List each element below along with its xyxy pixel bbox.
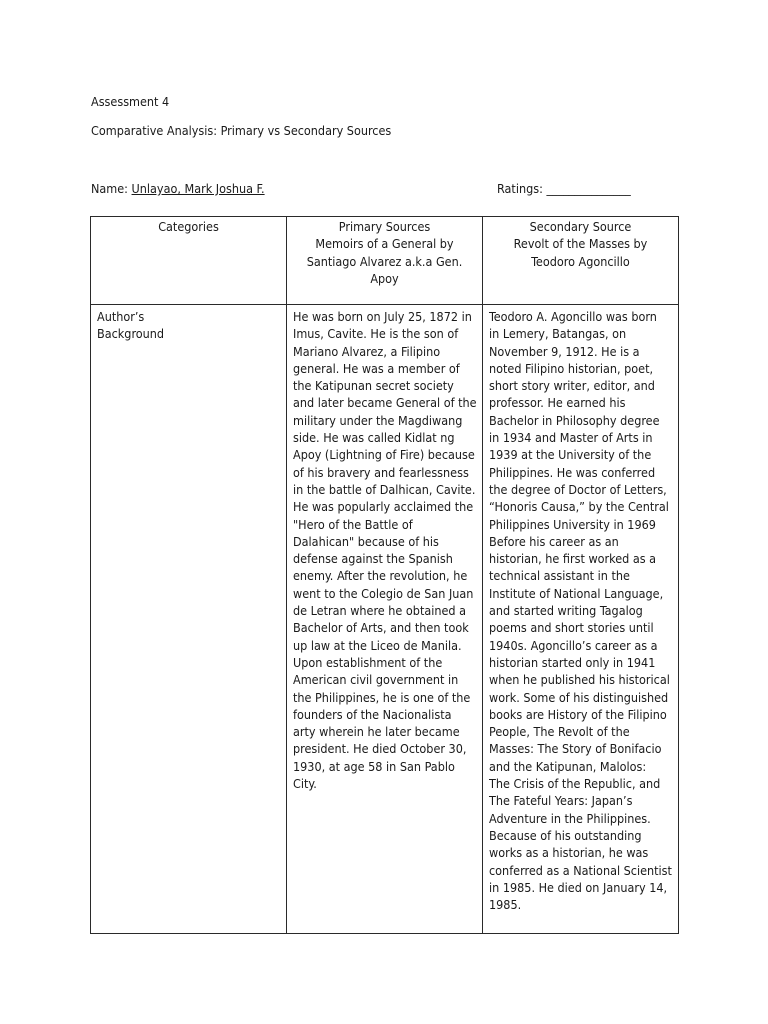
- comparison-table: [90, 216, 679, 934]
- assessment-title: Assessment 4: [91, 94, 170, 109]
- table-header-row: [91, 217, 679, 305]
- secondary-source-cell: [483, 305, 679, 934]
- table-row: [91, 305, 679, 934]
- header-line: Teodoro Agoncillo: [531, 253, 630, 269]
- header-secondary-source: [483, 217, 679, 305]
- assessment-subtitle: Comparative Analysis: Primary vs Secondary Sources: [91, 123, 392, 138]
- ratings-field: Ratings: _______________: [497, 181, 631, 196]
- header-line: Apoy: [370, 270, 399, 286]
- header-line: Santiago Alvarez a.k.a Gen.: [306, 253, 463, 269]
- header-primary-sources: [287, 217, 483, 305]
- header-line: Memoirs of a General by: [315, 236, 454, 252]
- student-name: Unlayao, Mark Joshua F.: [131, 181, 265, 196]
- category-cell: [91, 305, 287, 934]
- header-line: Revolt of the Masses by: [513, 236, 648, 252]
- header-line: Secondary Source: [529, 219, 632, 234]
- primary-source-text: He was born on July 25, 1872 in Imus, Cavite. He is the son of Mariano Alvarez, a Filipino general. He was a member of the Katipunan secret society and later became General of the military under the Magdiwang side. He was called Kidlat ng Apoy (Lightning of Fire) because of his bravery and fearlessness in the battle of Dalhican, Cavite. He was popularly acclaimed the "Hero of the Battle of Dalahican" because of his defense against the Spanish enemy. After the revolution, he went to the Colegio de San Juan de Letran where he obtained a Bachelor of Arts, and then took up law at the Liceo de Manila. Upon establishment of the American civil government in the Philippines, he is one of the founders of the Nacionalista arty wherein he later became president. He died October 30, 1930, at age 58 in San Pablo City.: [293, 309, 477, 792]
- name-label: Name:: [91, 181, 132, 196]
- primary-source-cell: [287, 305, 483, 934]
- secondary-source-text: Teodoro A. Agoncillo was born in Lemery, Batangas, on November 9, 1912. He is a noted Filipino historian, poet, short story writer, editor, and professor. He earned his Bachelor in Philosophy degree in 1934 and Master of Arts in 1939 at the University of the Philippines. He was conferred the degree of Doctor of Letters, “Honoris Causa,” by the Central Philippines University in 1969 Before his career as an historian, he first worked as a technical assistant in the Institute of National Language, and started writing Tagalog poems and short stories until 1940s. Agoncillo’s career as a historian started only in 1941 when he published his historical work. Some of his distinguished books are History of the Filipino People, The Revolt of the Masses: The Story of Bonifacio and the Katipunan, Malolos: The Crisis of the Republic, and The Fateful Years: Japan’s Adventure in the Philippines. Because of his outstanding works as a historian, he was conferred as a National Scientist in 1985. He died on January 14, 1985.: [489, 309, 672, 913]
- header-line: Categories: [158, 219, 219, 234]
- header-categories: [91, 217, 287, 305]
- header-line: Primary Sources: [338, 219, 431, 234]
- student-name-line: [91, 181, 265, 197]
- category-label: Author’s Background: [97, 309, 165, 342]
